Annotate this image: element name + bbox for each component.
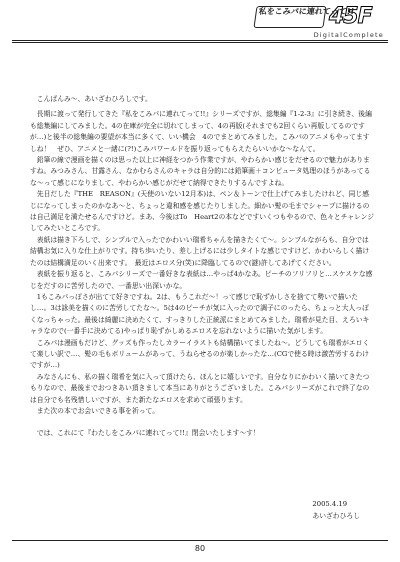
header-divider — [12, 40, 388, 41]
header-subtitle: DigitalComplete — [313, 31, 384, 39]
logo-volume-code: 45F — [329, 4, 372, 29]
paragraph: 長期に渡って発行してきた『私をこみパに連れてって!!』シリーズですが、総集編『1-2-3』に引き続き、後編も総集編にしてみました。4の在庫が完全に切れてしまって、4の再版(それまでも2回くらい再版してるのですが…)と後半の総集編の要望が本当に多くて、いい機会 4のでまとめてみました。こみパのアニメもやってますしね！ ぜひ、アニメと一緒に(?!)こみパワールドを振り返ってもらえたらいいかな～なんて。 — [30, 110, 372, 153]
greeting-line: こんばんみ～、あいざわひろしです。 — [36, 95, 152, 103]
signature-block — [312, 498, 360, 522]
paragraph: みなさんにも、私の描く瑞希を気に入って頂けたら、ほんとに嬉しいです。自分なりにかわいく描いてきたつもりなので、最後までおつきあい頂きまして本当にありがとうございました。こみパシリーズがこれで終了なのは自分でも名残惜しいですが、また新たなエロスを求めて頑張ります。 — [30, 372, 370, 404]
paragraph: 表紙は描き下ろしで、シンプルで入ったでかわいい瑞希ちゃんを描きたくて～。シンプルながらも、自分では結構お気に入りな仕上がりです。持ち歩いたり、差し上げるには少しタイトな感じですけど、かわいらしく描けたのは結構満足のいく出来です。 最近はエロス分(笑)に降臨してるので(謎)許してあげてください。 — [30, 235, 370, 267]
paragraph: また次の本でお会いできる事を祈って。 — [36, 406, 160, 415]
paragraph: 表紙を振り返ると、こみパシリーズで一番好きな表紙は…やっぱ4かなあ。ピーチのフリフリと…スケスケな感じをだすのに苦労したので、一番思い出深いかな。 — [30, 270, 373, 290]
signature-date: 2005.4.19 — [312, 500, 348, 508]
footer-divider — [12, 540, 388, 541]
logo-title-kana: 私をこみパに連れてって!! — [253, 6, 326, 28]
closing-line: では、これにて『わたしをこみパに連れてって!!』閉会いたします～す！ — [36, 429, 260, 438]
afterword-body — [30, 94, 375, 440]
header-divider — [12, 42, 388, 43]
paragraph: 先日だした『THE REASON』(天使のいない12月本)は、ペン＆トーンで仕上げてみましたけれど、同じ感じになってしまったのかなあ～と、ちょっと違和感を感じたりしました。細かい髪の毛までシャープに描けるのは自己満足を満たせるんですけど。まあ、今後はTo Heart2の本などですいくつもやるので、色々とチャレンジしてみたいところです。 — [30, 190, 375, 233]
series-logo — [255, 4, 395, 30]
paragraph: 1もこみパっぽさが出てて好きですね。2は、もうこれだ～！って感じで恥ずかしさを捨てて勢いで描いたし…。3は詠美を描くのに苦労してたな～。5は4のピーチが気に入ったので調子にのったら、ちょっと大人っぽくなっちゃった。最後は綺麗に決めたくて、すっきりした正統派にまとめてみました。瑞希が見た目、えろいキャラなので(一番手に決めてる)やっぱり恥ずかしめるエロスを忘れないように描いた気がします。 — [30, 292, 370, 336]
paragraph: 鉛筆の線で漫画を描くのは思った以上に神経をつかう作業ですが、やわらかい感じをだせるので魅力がありますね。みつみさん、甘露さん、なかむらさんのキャラは自分的には鉛筆画＋コンピュータ処理のほうがあってるな～って感じになりまして、やわらかい感じがだせて納得できたりするんですよね。 — [30, 156, 371, 187]
signature-author: あいざわひろし — [312, 512, 360, 520]
page-number: 80 — [194, 544, 206, 553]
paragraph: こみパは漫画もだけど、グッズも作ったしカラーイラストも結構描いてましたね～。どうしても瑞希がエロくて楽しい訳で…、髪の毛もボリュームがあって、うねらせるのが楽しかったな…(CGで使る時は激苦労するわけですが…) — [30, 338, 370, 370]
